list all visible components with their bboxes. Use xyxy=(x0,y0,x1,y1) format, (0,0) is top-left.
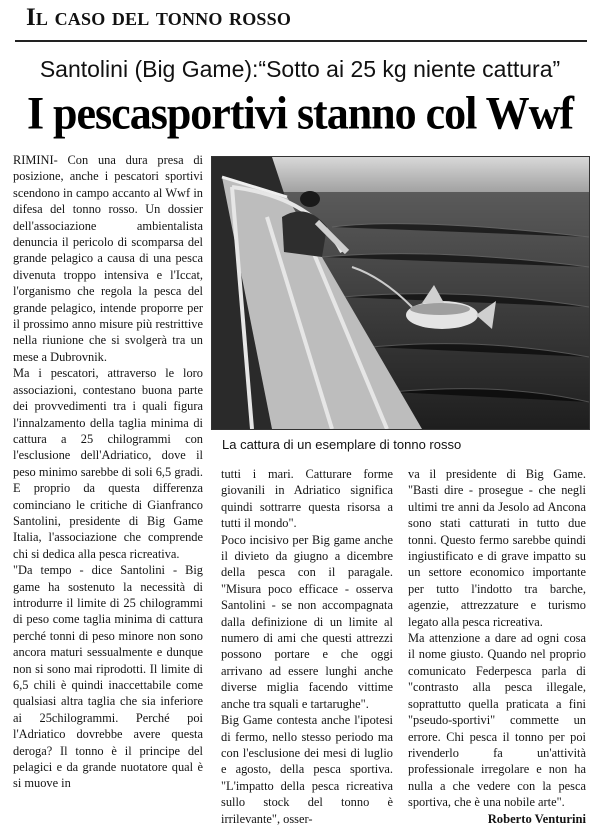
article-column-1 xyxy=(13,152,203,792)
rubric-divider xyxy=(15,40,587,42)
paragraph: Poco incisivo per Big game anche il divieto da giugno a dicembre della pesca con il paragale. "Misura poco efficace - osserva Santolini - se non accompagnata dalla definizione di un limite al numero di ami che questi attrezzi possono portare e che oggi arrivano ad essere lunghi anche diverse miglia facendo vittime anche tra squali e tartarughe". xyxy=(221,532,393,711)
paragraph: "Da tempo - dice Santolini - Big game ha sostenuto la necessità di introdurre il limite di 25 chilogrammi di peso come taglia minima di cattura perché tonni di peso minore non sono ancora maturi sessualmente e dunque non si sono mai riprodotti. Il limite di 6,5 chili è quindi inaccettabile come qualsiasi altra taglia che sia inferiore ai 25chilogrammi. Perché poi l'Adriatico dovrebbe avere questa deroga? Il tonno è il principe del pelagici e da grande nuotatore qual è si muove in xyxy=(13,563,203,791)
article-column-2 xyxy=(221,466,393,827)
dateline: RIMINI xyxy=(13,153,54,167)
section-rubric: Il caso del tonno rosso xyxy=(26,4,292,31)
paragraph: va il presidente di Big Game. "Basti dire - prosegue - che negli ultimi tre anni da Jesolo ad Ancona sono stati catturati in tutto due tonni. Questo fermo sarebbe quindi ingiustificato e di grave impatto su un settore economico importante per tutto l'indotto tra barche, agenzie, attrezzature e turismo legato alla pesca ricreativa. xyxy=(408,467,586,629)
paragraph-text: - Con una dura presa di posizione, anche i pescatori sportivi scendono in campo accanto al Wwf in difesa del tonno rosso. Un dossier dell'associazione ambientalista denuncia il pericolo di scomparsa del grande pelagico a causa di una pesca divenuta troppo intensiva e l'Iccat, l'organismo che regola la pesca del grande pelagico, intende proporre per il prossimo anno misure più restrittive nella riunione che si svolgerà tra un mese a Dubrovnik. xyxy=(13,153,203,364)
headline: I pescasportivi stanno col Wwf xyxy=(26,87,574,140)
subheadline: Santolini (Big Game):“Sotto ai 25 kg niente cattura” xyxy=(39,56,561,82)
paragraph xyxy=(13,152,203,365)
byline: Roberto Venturini xyxy=(487,811,586,826)
paragraph: tutti i mari. Catturare forme giovanili in Adriatico significa quindi sottrarre questa risorsa a tutti il mondo". xyxy=(221,467,393,531)
photo-caption: La cattura di un esemplare di tonno rosso xyxy=(222,437,462,452)
tuna-catch-photo xyxy=(212,157,589,429)
paragraph: Ma attenzione a dare ad ogni cosa il nome giusto. Quando nel proprio comunicato Federpesca parla di "contrasto alla pesca illegale, soprattutto quella praticata a fini "pseudo-sportivi" commette un errore. Chi pesca il tonno per poi rivenderlo fa un'attività professionale irregolare e non ha nulla a che vedere con la pesca sportiva, che è una nobile arte". xyxy=(408,631,586,810)
paragraph: Ma i pescatori, attraverso le loro associazioni, contestano buona parte dei provvedimenti tra i quali figura l'innalzamento della taglia minima di cattura a 25 chilogrammi con l'esclusione dell'Adriatico, dove il peso minimo sarebbe di soli 6,5 gradi. E proprio da questa differenza cominciano le critiche di Gianfranco Santolini, presidente di Big Game Italia, l'associazione che comprende chi si dedica alla pesca ricreativa. xyxy=(13,366,203,561)
article-photo xyxy=(211,156,590,430)
article-column-3 xyxy=(408,466,586,827)
paragraph: Big Game contesta anche l'ipotesi di fermo, nello stesso periodo ma con l'esclusione dei mesi di luglio e agosto, della pesca sportiva. "L'impatto della pesca ricreativa sullo stock del tonno è irrilevante", osser- xyxy=(221,713,393,826)
